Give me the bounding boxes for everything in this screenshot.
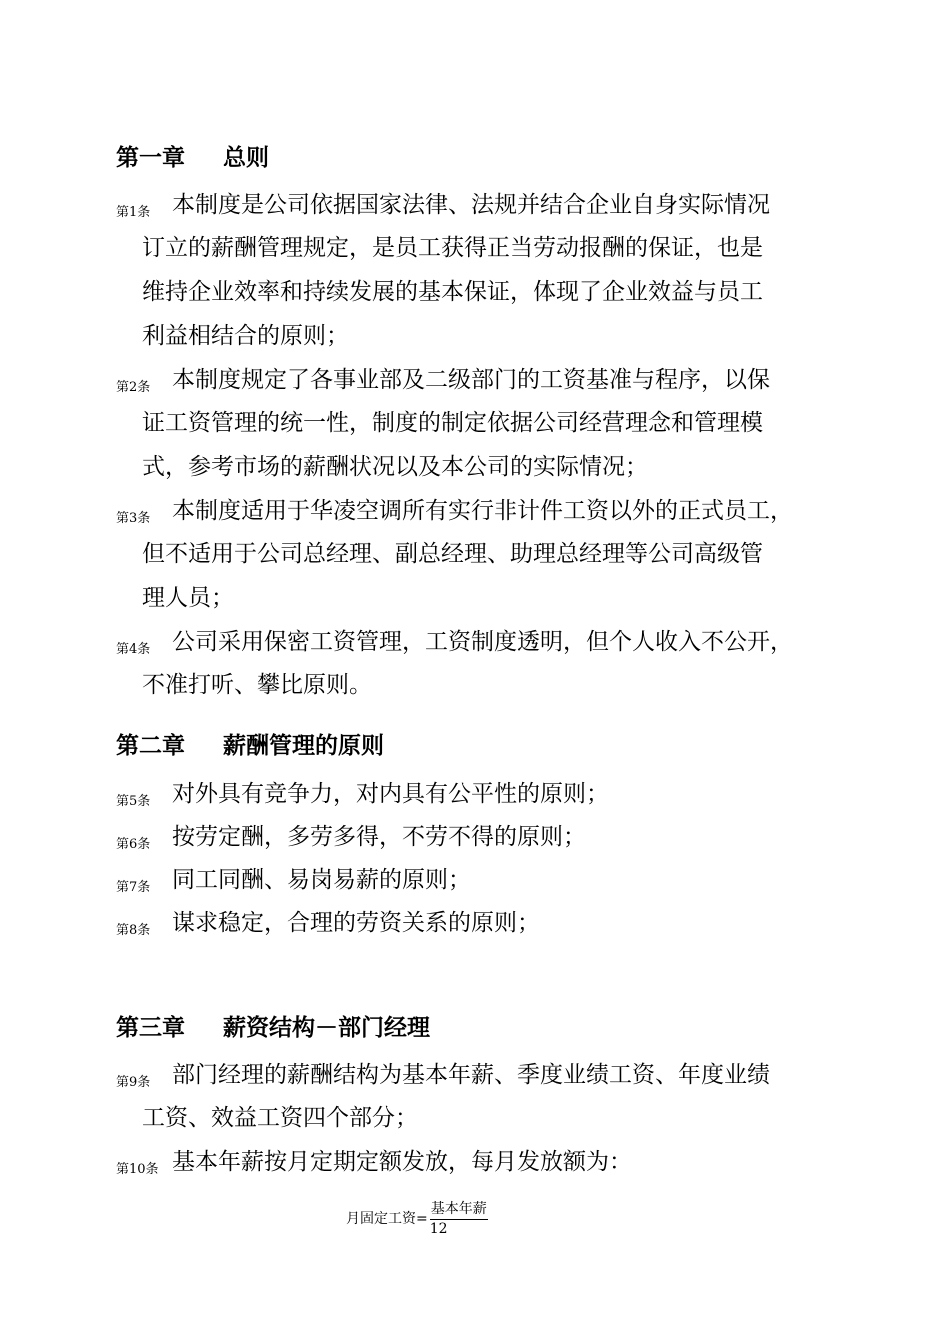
formula-fraction bbox=[430, 1198, 488, 1237]
article-text-line: 对外具有竞争力，对内具有公平性的原则； bbox=[172, 781, 609, 807]
article-text-line: 维持企业效率和持续发展的基本保证，体现了企业效益与员工 bbox=[142, 279, 763, 305]
chapter-heading-2 bbox=[116, 727, 384, 760]
chapter-heading-3 bbox=[116, 1009, 430, 1042]
article-text-line: 工资、效益工资四个部分； bbox=[142, 1105, 418, 1131]
article-number: 第5条 bbox=[116, 794, 151, 809]
article-text-line: 部门经理的薪酬结构为基本年薪、季度业绩工资、年度业绩 bbox=[172, 1062, 770, 1088]
article-text-line: 谋求稳定，合理的劳资关系的原则； bbox=[172, 910, 540, 936]
article-text-line: 本制度适用于华凌空调所有实行非计件工资以外的正式员工， bbox=[172, 498, 793, 524]
article-text-line: 理人员； bbox=[142, 585, 234, 611]
chapter-heading-1 bbox=[116, 139, 269, 172]
salary-formula bbox=[346, 1198, 488, 1237]
article-text-line: 不准打听、攀比原则。 bbox=[142, 672, 372, 698]
article-text-line: 本制度规定了各事业部及二级部门的工资基准与程序，以保 bbox=[172, 367, 770, 393]
article-number: 第2条 bbox=[116, 380, 151, 395]
article-number: 第8条 bbox=[116, 923, 151, 938]
chapter-title: 薪资结构－部门经理 bbox=[223, 1015, 430, 1041]
article-text-line: 按劳定酬，多劳多得，不劳不得的原则； bbox=[172, 824, 586, 850]
formula-lhs: 月固定工资= bbox=[346, 1210, 428, 1227]
article-text-line: 利益相结合的原则； bbox=[142, 323, 349, 349]
chapter-title: 薪酬管理的原则 bbox=[223, 733, 384, 759]
article-number: 第1条 bbox=[116, 205, 151, 220]
article-number: 第7条 bbox=[116, 880, 151, 895]
article-text-line: 订立的薪酬管理规定，是员工获得正当劳动报酬的保证，也是 bbox=[142, 235, 763, 261]
article-text-line: 公司采用保密工资管理，工资制度透明，但个人收入不公开， bbox=[172, 629, 793, 655]
article-number: 第10条 bbox=[116, 1162, 159, 1177]
article-text-line: 基本年薪按月定期定额发放，每月发放额为： bbox=[172, 1149, 632, 1175]
article-text-line: 证工资管理的统一性，制度的制定依据公司经营理念和管理模 bbox=[142, 410, 763, 436]
article-text-line: 但不适用于公司总经理、副总经理、助理总经理等公司高级管 bbox=[142, 541, 763, 567]
chapter-title: 总则 bbox=[223, 145, 269, 171]
formula-numerator: 基本年薪 bbox=[430, 1198, 488, 1220]
article-text-line: 式，参考市场的薪酬状况以及本公司的实际情况； bbox=[142, 454, 648, 480]
chapter-number: 第一章 bbox=[116, 145, 185, 171]
article-number: 第3条 bbox=[116, 511, 151, 526]
formula-denominator: 12 bbox=[429, 1221, 448, 1237]
article-text-line: 同工同酬、易岗易薪的原则； bbox=[172, 867, 471, 893]
chapter-number: 第二章 bbox=[116, 733, 185, 759]
article-text-line: 本制度是公司依据国家法律、法规并结合企业自身实际情况 bbox=[172, 192, 770, 218]
chapter-number: 第三章 bbox=[116, 1015, 185, 1041]
article-number: 第9条 bbox=[116, 1075, 151, 1090]
article-number: 第6条 bbox=[116, 837, 151, 852]
article-number: 第4条 bbox=[116, 642, 151, 657]
